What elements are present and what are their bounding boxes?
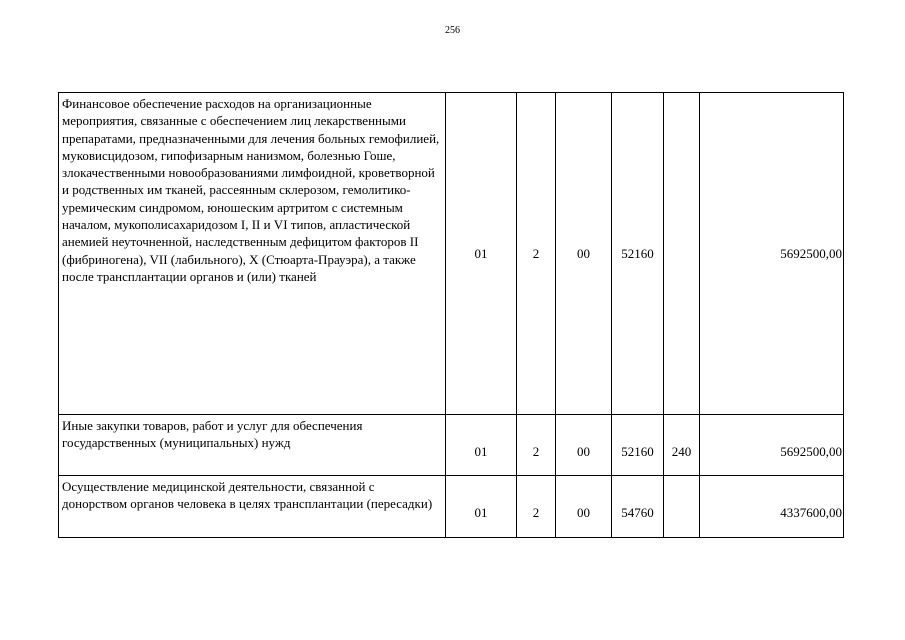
page-number: 256 [445, 25, 460, 36]
direction-code: 52160 [612, 93, 664, 415]
direction-code: 52160 [612, 415, 664, 476]
expense-item-name: Финансовое обеспечение расходов на организационные мероприятия, связанные с обеспечением лиц лекарственными препаратами, предназначенными для лечения больных гемофилией, муковисцидозом, гипофизарным нанизмом, болезнью Гоше, злокачественными новообразованиями лимфоидной, кроветворной и родственных им тканей, рассеянным склерозом, гемолитико-уремическим синдромом, юношеским артритом с системным началом, мукополисахаридозом I, II и VI типов, апластической анемией неуточненной, наследственным дефицитом факторов II (фибриногена), VII (лабильного), X (Стюарта-Прауэра), а также после трансплантации органов и (или) тканей [59, 93, 446, 415]
section-code: 01 [446, 476, 517, 538]
direction-code: 54760 [612, 476, 664, 538]
amount: 5692500,00 [700, 415, 844, 476]
table-row [59, 476, 844, 538]
table-row [59, 415, 844, 476]
expense-type-code [664, 93, 700, 415]
program-code: 2 [517, 93, 556, 415]
amount: 5692500,00 [700, 93, 844, 415]
expense-type-code [664, 476, 700, 538]
table-row [59, 93, 844, 415]
amount: 4337600,00 [700, 476, 844, 538]
section-code: 01 [446, 415, 517, 476]
subprogram-code: 00 [556, 415, 612, 476]
subprogram-code: 00 [556, 93, 612, 415]
program-code: 2 [517, 476, 556, 538]
expense-item-name: Иные закупки товаров, работ и услуг для обеспечения государственных (муниципальных) нужд [59, 415, 446, 476]
expense-item-name: Осуществление медицинской деятельности, связанной с донорством органов человека в целях трансплантации (пересадки) [59, 476, 446, 538]
budget-table [58, 92, 844, 538]
program-code: 2 [517, 415, 556, 476]
subprogram-code: 00 [556, 476, 612, 538]
section-code: 01 [446, 93, 517, 415]
expense-type-code: 240 [664, 415, 700, 476]
